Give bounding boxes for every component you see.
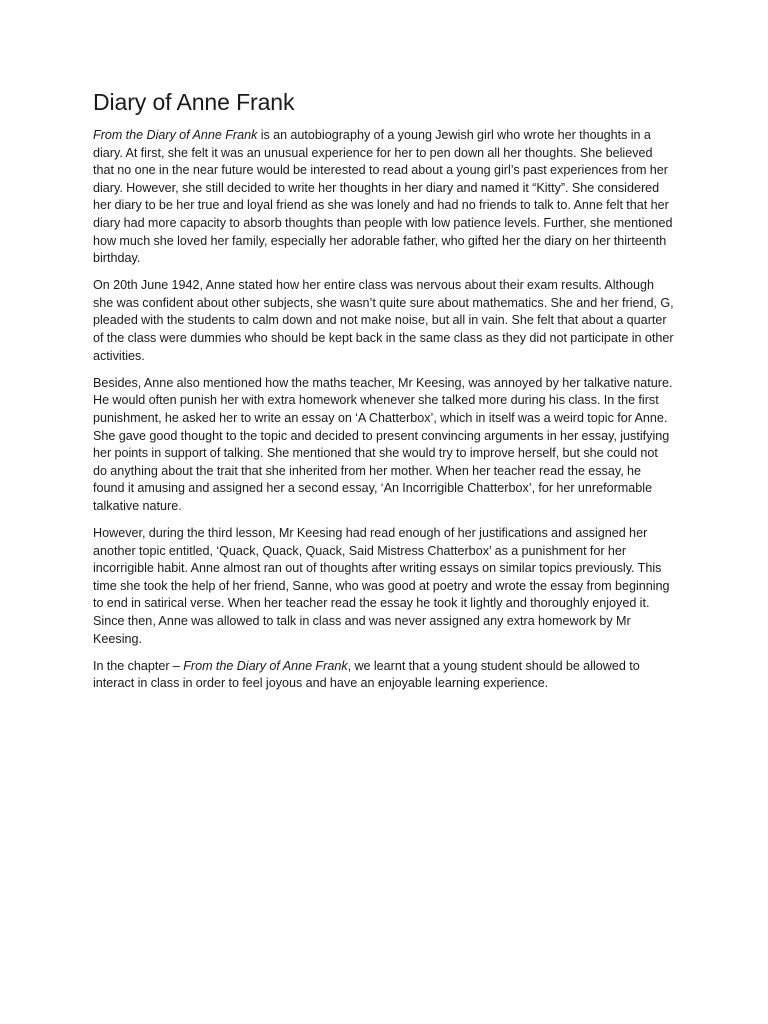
paragraph-exam-results: On 20th June 1942, Anne stated how her entire class was nervous about their exam results. Although she was confident about other subjects, she wasn’t quite sure about mathematics. She and her friend, G, pleaded with the students to calm down and not make noise, but all in vain. She felt that about a quarter of the class were dummies who should be kept back in the same class as they did not participate in other activities. xyxy=(93,278,674,363)
paragraph-intro xyxy=(93,127,675,268)
paragraph-text: is an autobiography of a young Jewish girl who wrote her thoughts in a diary. At first, she felt it was an unusual experience for her to pen down all her thoughts. She believed that no one in the near future would be interested to read about a young girl’s past experiences from her diary. However, she still decided to write her thoughts in her diary and named it “Kitty”. She considered her diary to be her true and loyal friend as she was lonely and had no friends to talk to. Anne felt that her diary had more capacity to absorb thoughts than people with low patience levels. Further, she mentioned how much she loved her family, especially her adorable father, who gifted her the diary on her thirteenth birthday. xyxy=(93,128,673,266)
paragraph-third-lesson: However, during the third lesson, Mr Keesing had read enough of her justifications and assigned her another topic entitled, ‘Quack, Quack, Quack, Said Mistress Chatterbox’ as a punishment for her incorrigible habit. Anne almost ran out of thoughts after writing essays on similar topics previously. This time she took the help of her friend, Sanne, who was good at poetry and wrote the essay from beginning to end in satirical verse. When her teacher read the essay he took it lightly and thoroughly enjoyed it. Since then, Anne was allowed to talk in class and was never assigned any extra homework by Mr Keesing. xyxy=(93,525,670,646)
document-page xyxy=(93,88,675,702)
paragraph-text: In the chapter – xyxy=(93,658,184,673)
paragraph-conclusion xyxy=(93,658,675,693)
book-title-italic: From the Diary of Anne Frank xyxy=(183,658,348,673)
document-title: Diary of Anne Frank xyxy=(93,89,295,115)
book-title-italic: From the Diary of Anne Frank xyxy=(93,128,258,142)
paragraph-text: , we learnt that a young student should be allowed to interact in class in order to feel joyous and have an enjoyable learning experience. xyxy=(93,658,640,691)
paragraph-mr-keesing: Besides, Anne also mentioned how the maths teacher, Mr Keesing, was annoyed by her talkative nature. He would often punish her with extra homework whenever she talked more during his class. In the first punishment, he asked her to write an essay on ‘A Chatterbox’, which in itself was a weird topic for Anne. She gave good thought to the topic and decided to present convincing arguments in her essay, justifying her points in support of talking. She mentioned that she would try to improve herself, but she could not do anything about the trait that she inherited from her mother. When her teacher read the essay, he found it amusing and assigned her a second essay, ‘An Incorrigible Chatterbox’, for her unreformable talkative nature. xyxy=(93,375,673,513)
